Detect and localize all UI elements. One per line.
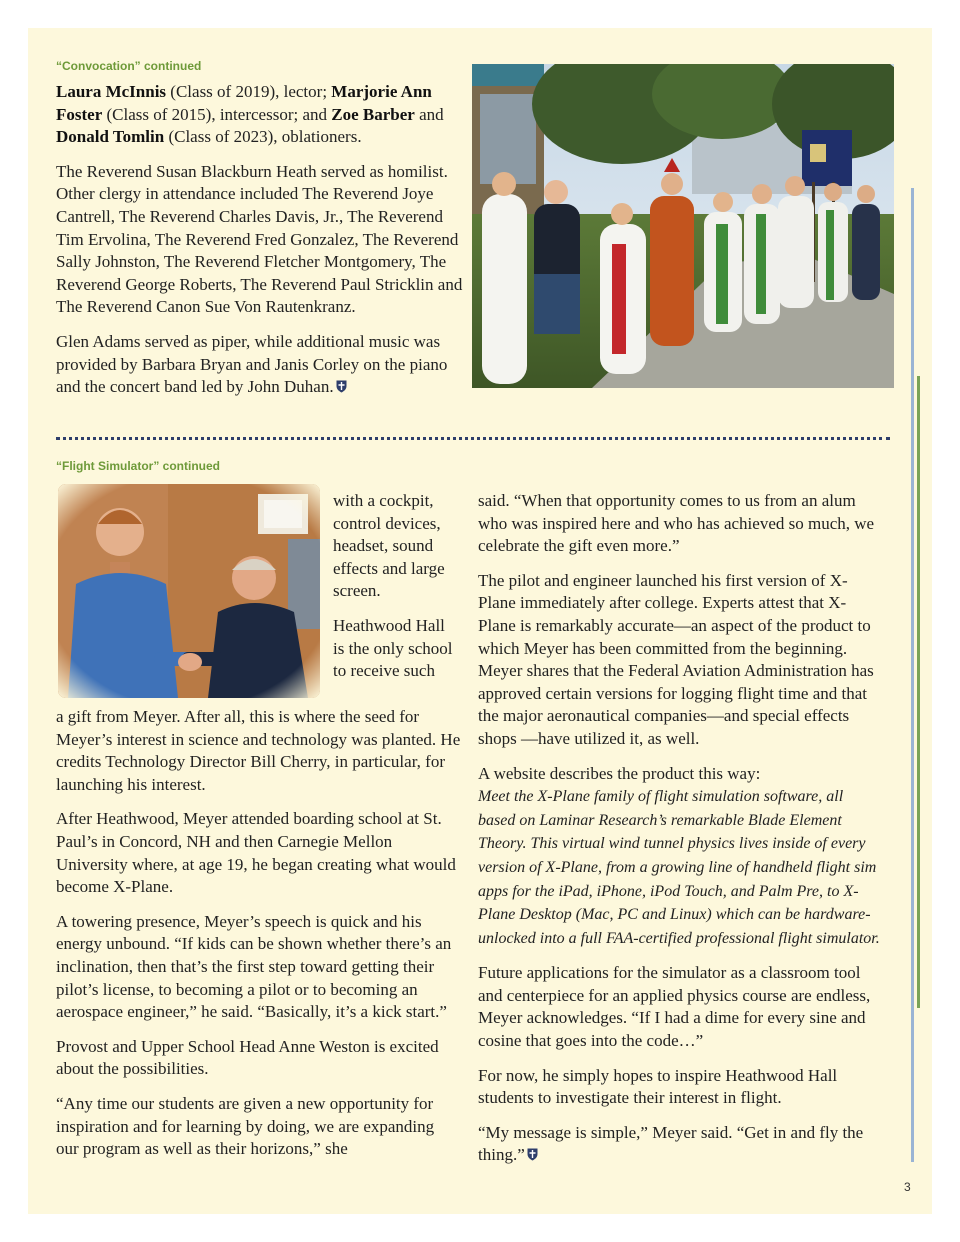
flight-col1-p3: A towering presence, Meyer’s speech is quick and his energy unbound. “If kids can be shown whether there’s an inclination, then that’s the first step toward getting their pilot’s license, to becoming a pilot or to becoming an aerospace engineer,” he said. “Basically, it’s a kick start.” xyxy=(56,911,452,1022)
flight-column-2 xyxy=(478,490,880,1179)
flight-col1-p2: After Heathwood, Meyer attended boarding school at St. Paul’s in Concord, NH and then Carnegie Mellon University where, at age 19, he began creating what would become X-Plane. xyxy=(56,809,456,897)
oblationer-name-2: Donald Tomlin xyxy=(56,127,165,147)
page-number: 3 xyxy=(904,1180,911,1194)
flight-beside-photo-p2: Heathwood Hall is the only school to receive such xyxy=(333,615,453,681)
convocation-text xyxy=(56,81,468,411)
flight-col1-p4: Provost and Upper School Head Anne Weston is excited about the possibilities. xyxy=(56,1036,439,1079)
convocation-continued-label: “Convocation” continued xyxy=(56,59,202,73)
procession-photo xyxy=(472,64,894,388)
music-paragraph: Glen Adams served as piper, while additional music was provided by Barbara Bryan and Janis Corley on the piano and the concert band led by John Duhan. xyxy=(56,331,448,397)
flight-col2-p4: Future applications for the simulator as a classroom tool and centerpiece for an applied physics course are endless, Meyer acknowledges. “If I had a dime for every sine and cosine that goes into the code…” xyxy=(478,963,871,1051)
flight-simulator-continued-label: “Flight Simulator” continued xyxy=(56,459,220,473)
lector-name: Laura McInnis xyxy=(56,82,167,101)
flight-beside-photo-text xyxy=(333,490,458,683)
intercessor-name: Marjorie Ann Foster xyxy=(56,82,432,124)
flight-col2-p6: “My message is simple,” Meyer said. “Get in and fly the thing.” xyxy=(478,1122,864,1165)
website-intro: A website describes the product this way: xyxy=(478,763,761,783)
blue-accent-bar xyxy=(911,188,914,1162)
flight-col2-p3 xyxy=(478,763,880,951)
handshake-photo xyxy=(58,484,320,698)
school-shield-icon xyxy=(527,1148,538,1161)
school-shield-icon xyxy=(336,380,347,393)
green-accent-bar xyxy=(917,376,920,1008)
flight-col2-p2: The pilot and engineer launched his first version of X-Plane immediately after college. Experts attest that X-Plane is remarkably accurate—an aspect of the product to which Meyer has been committed from the beginning. Meyer shares that the Federal Aviation Administration has approved certain versions for logging flight time and that the major aeronautical companies—and special effects shops —have utilized it, as well. xyxy=(478,570,874,748)
flight-col2-p5: For now, he simply hopes to inspire Heathwood Hall students to investigate their interest in flight. xyxy=(478,1065,838,1108)
clergy-paragraph: The Reverend Susan Blackburn Heath served as homilist. Other clergy in attendance included The Reverend Joye Cantrell, The Reverend Charles Davis, Jr., The Reverend Tim Ervolina, The Reverend Fred Gonzalez, The Reverend Sally Johnston, The Reverend Fletcher Montgomery, The Reverend George Roberts, The Reverend Paul Stricklin and The Reverend Canon Sue Von Rautenkranz. xyxy=(56,161,463,317)
flight-beside-photo-p1: with a cockpit, control devices, headset, sound effects and large screen. xyxy=(333,491,445,601)
flight-column-1 xyxy=(56,706,461,1173)
participants-paragraph: Laura McInnis (Class of 2019), lector; Marjorie Ann Foster (Class of 2015), intercessor; and Zoe Barber and Donald Tomlin (Class of 2023), oblationers. xyxy=(56,82,444,147)
flight-col2-p1: said. “When that opportunity comes to us from an alum who was inspired here and who has achieved so much, we celebrate the gift even more.” xyxy=(478,491,875,556)
flight-col1-p5: “Any time our students are given a new opportunity for inspiration and for learning by doing, we are expanding our program as well as their horizons,” she xyxy=(56,1093,435,1159)
flight-col1-p1: a gift from Meyer. After all, this is where the seed for Meyer’s interest in science and technology was planted. He credits Technology Director Bill Cherry, in particular, for launching his interest. xyxy=(56,707,461,794)
website-quote: Meet the X-Plane family of flight simulation software, all based on Laminar Research’s remarkable Blade Element Theory. This virtual wind tunnel physics lives inside of every version of X-Plane, from a growing line of handheld flight sim apps for the iPad, iPhone, iPod Touch, and Palm Pre, to X-Plane Desktop (Mac, PC and Linux) which can be hardware-unlocked into a full FAA-certified professional flight simulator. xyxy=(478,788,880,947)
oblationer-name-1: Zoe Barber xyxy=(331,104,415,124)
page xyxy=(28,28,932,1214)
section-divider xyxy=(56,437,890,440)
